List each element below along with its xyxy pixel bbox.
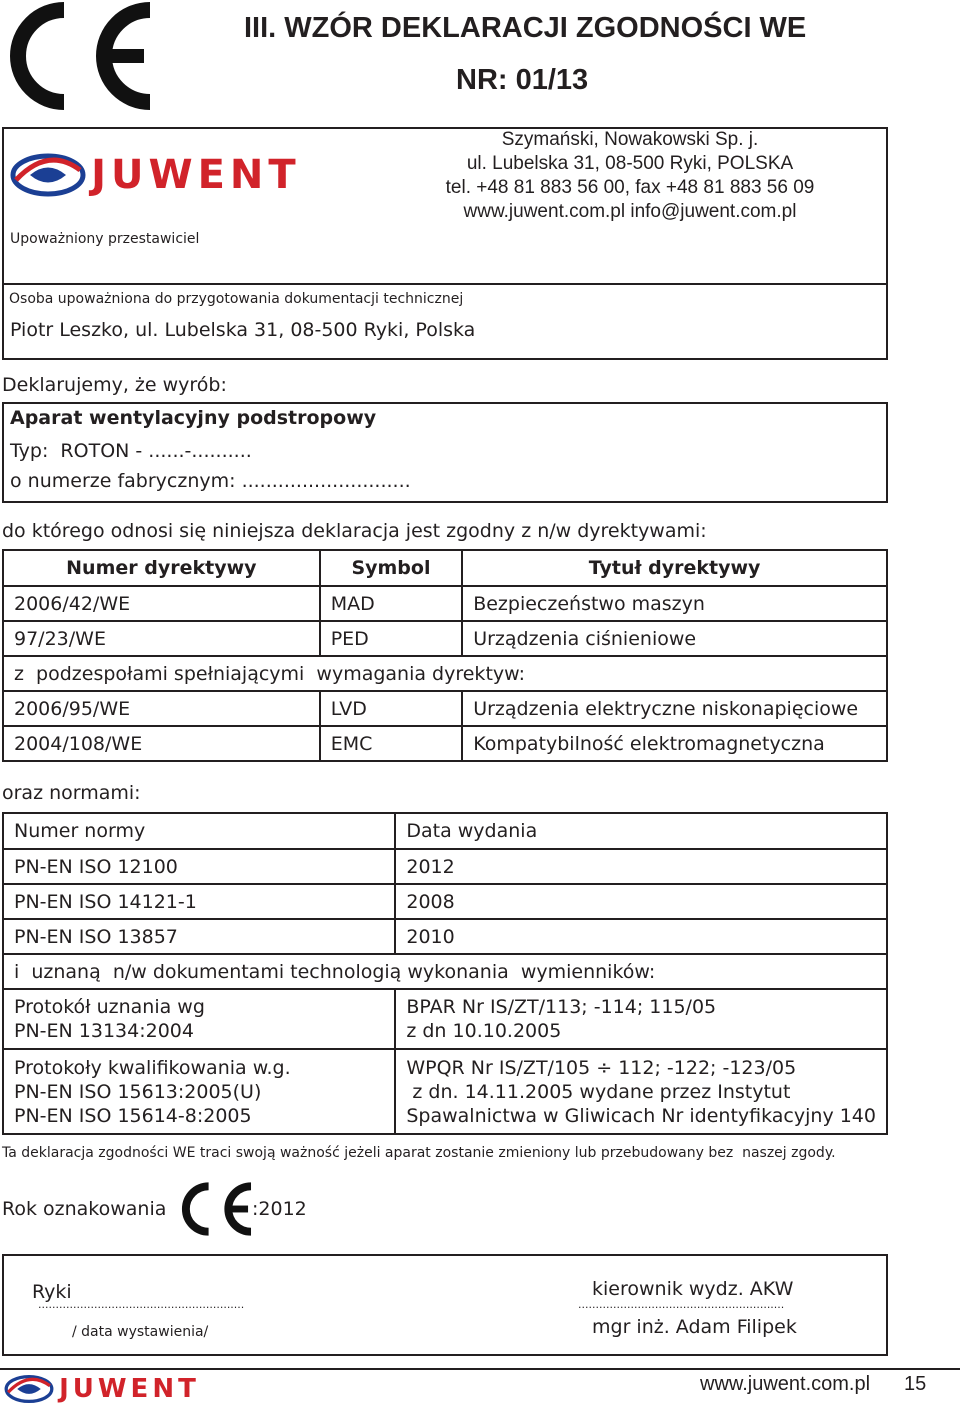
column-header: Tytuł dyrektywy — [462, 550, 887, 586]
cell-line: BPAR Nr IS/ZT/113; -114; 115/05 — [406, 996, 717, 1018]
address-line: tel. +48 81 883 56 00, fax +48 81 883 56 09 — [445, 177, 815, 198]
signature-place: Ryki — [32, 1281, 72, 1303]
product-name: Aparat wentylacyjny podstropowy — [10, 407, 377, 429]
signature-place-caption: / data wystawienia/ — [72, 1324, 209, 1340]
juwent-fan-icon — [4, 1374, 54, 1404]
table-header-row — [3, 550, 887, 586]
table-cell — [395, 1049, 887, 1134]
cell-line: PN-EN ISO 15614-8:2005 — [14, 1104, 252, 1127]
product-serial: o numerze fabrycznym: ............................ — [10, 470, 411, 492]
ce-mark-logo — [2, 2, 152, 110]
table-cell: Kompatybilność elektromagnetyczna — [462, 726, 887, 761]
representative-label: Upoważniony przestawiciel — [10, 231, 200, 247]
signature-place-dots: ........................................................... — [38, 1298, 245, 1311]
table-row — [3, 621, 887, 656]
table-cell: PN-EN ISO 13857 — [3, 919, 395, 954]
table-cell: PED — [320, 621, 462, 656]
product-type: Typ: ROTON - ......-.......... — [10, 440, 252, 462]
table-row — [3, 726, 887, 761]
table-header-row — [3, 813, 887, 849]
declaration-number: NR: 01/13 — [456, 64, 589, 96]
table-cell: Bezpieczeństwo maszyn — [462, 586, 887, 621]
cell-line: Protokoły kwalifikowania w.g. — [14, 1056, 291, 1079]
table-cell — [3, 1049, 395, 1134]
column-header: Data wydania — [395, 813, 887, 849]
table-cell: 2010 — [395, 919, 887, 954]
table-subheading: i uznaną n/w dokumentami technologią wykonania wymienników: — [3, 954, 887, 989]
table-cell: PN-EN ISO 14121-1 — [3, 884, 395, 919]
table-cell — [395, 989, 887, 1049]
juwent-logo-text: JUWENT — [91, 152, 301, 198]
juwent-fan-icon — [10, 152, 86, 198]
table-cell: 2006/95/WE — [3, 691, 320, 726]
signature-role: kierownik wydz. AKW — [592, 1278, 794, 1300]
cell-line: z dn 10.10.2005 — [406, 1020, 562, 1042]
product-box — [2, 402, 888, 503]
directives-intro: do którego odnosi się niniejsza deklaracja jest zgodny z n/w dyrektywami: — [2, 520, 707, 542]
table-row — [3, 586, 887, 621]
validity-note: Ta deklaracja zgodności WE traci swoją ważność jeżeli aparat zostanie zmieniony lub przebudowany bez naszej zgody. — [2, 1145, 836, 1161]
table-cell: EMC — [320, 726, 462, 761]
table-row — [3, 656, 887, 691]
table-row — [3, 919, 887, 954]
column-header: Symbol — [320, 550, 462, 586]
norms-intro: oraz normami: — [2, 782, 141, 804]
table-row — [3, 884, 887, 919]
table-cell: 97/23/WE — [3, 621, 320, 656]
cell-line: Spawalnictwa w Gliwicach Nr identyfikacyjny 140 — [406, 1104, 876, 1127]
tech-docs-box — [2, 283, 888, 360]
norms-table — [2, 812, 888, 1135]
page-number: 15 — [904, 1373, 927, 1395]
table-cell: 2006/42/WE — [3, 586, 320, 621]
address-line: Szymański, Nowakowski Sp. j. — [501, 129, 759, 150]
cell-line: Protokół uznania wg — [14, 996, 205, 1018]
signature-role-dots: ........................................................... — [578, 1298, 785, 1311]
table-cell: LVD — [320, 691, 462, 726]
marking-label: Rok oznakowania — [2, 1198, 167, 1220]
juwent-logo-text: JUWENT — [59, 1374, 200, 1404]
table-cell: 2008 — [395, 884, 887, 919]
table-cell: Urządzenia elektryczne niskonapięciowe — [462, 691, 887, 726]
footer-logo — [4, 1374, 200, 1404]
cell-line: WPQR Nr IS/ZT/105 ÷ 112; -122; -123/05 — [406, 1056, 797, 1079]
address-line: ul. Lubelska 31, 08-500 Ryki, POLSKA — [466, 153, 794, 174]
table-row — [3, 691, 887, 726]
directives-table — [2, 549, 888, 762]
table-subheading: z podzespołami spełniającymi wymagania dyrektyw: — [3, 656, 887, 691]
juwent-logo — [10, 152, 301, 198]
table-cell: 2004/108/WE — [3, 726, 320, 761]
table-row — [3, 989, 887, 1049]
table-cell: Urządzenia ciśnieniowe — [462, 621, 887, 656]
marking-year: :2012 — [252, 1198, 307, 1220]
footer-divider — [0, 1368, 960, 1370]
cell-line: PN-EN 13134:2004 — [14, 1020, 194, 1042]
address-line: www.juwent.com.pl info@juwent.com.pl — [463, 201, 797, 222]
table-row — [3, 1049, 887, 1134]
signature-name: mgr inż. Adam Filipek — [592, 1316, 797, 1338]
table-row — [3, 849, 887, 884]
tech-docs-value: Piotr Leszko, ul. Lubelska 31, 08-500 Ryki, Polska — [10, 319, 476, 341]
ce-mark-small-icon — [178, 1182, 252, 1236]
table-cell: PN-EN ISO 12100 — [3, 849, 395, 884]
product-intro: Deklarujemy, że wyrób: — [2, 374, 227, 396]
cell-line: PN-EN ISO 15613:2005(U) — [14, 1080, 262, 1103]
table-cell — [3, 989, 395, 1049]
table-cell: MAD — [320, 586, 462, 621]
tech-docs-label: Osoba upoważniona do przygotowania dokumentacji technicznej — [9, 291, 464, 307]
table-row — [3, 954, 887, 989]
signature-box — [2, 1254, 888, 1356]
document-title: III. WZÓR DEKLARACJI ZGODNOŚCI WE — [244, 12, 807, 44]
footer-url[interactable]: www.juwent.com.pl — [700, 1373, 871, 1395]
representative-address — [430, 128, 830, 224]
column-header: Numer normy — [3, 813, 395, 849]
table-cell: 2012 — [395, 849, 887, 884]
cell-line: z dn. 14.11.2005 wydane przez Instytut — [406, 1080, 791, 1103]
column-header: Numer dyrektywy — [3, 550, 320, 586]
